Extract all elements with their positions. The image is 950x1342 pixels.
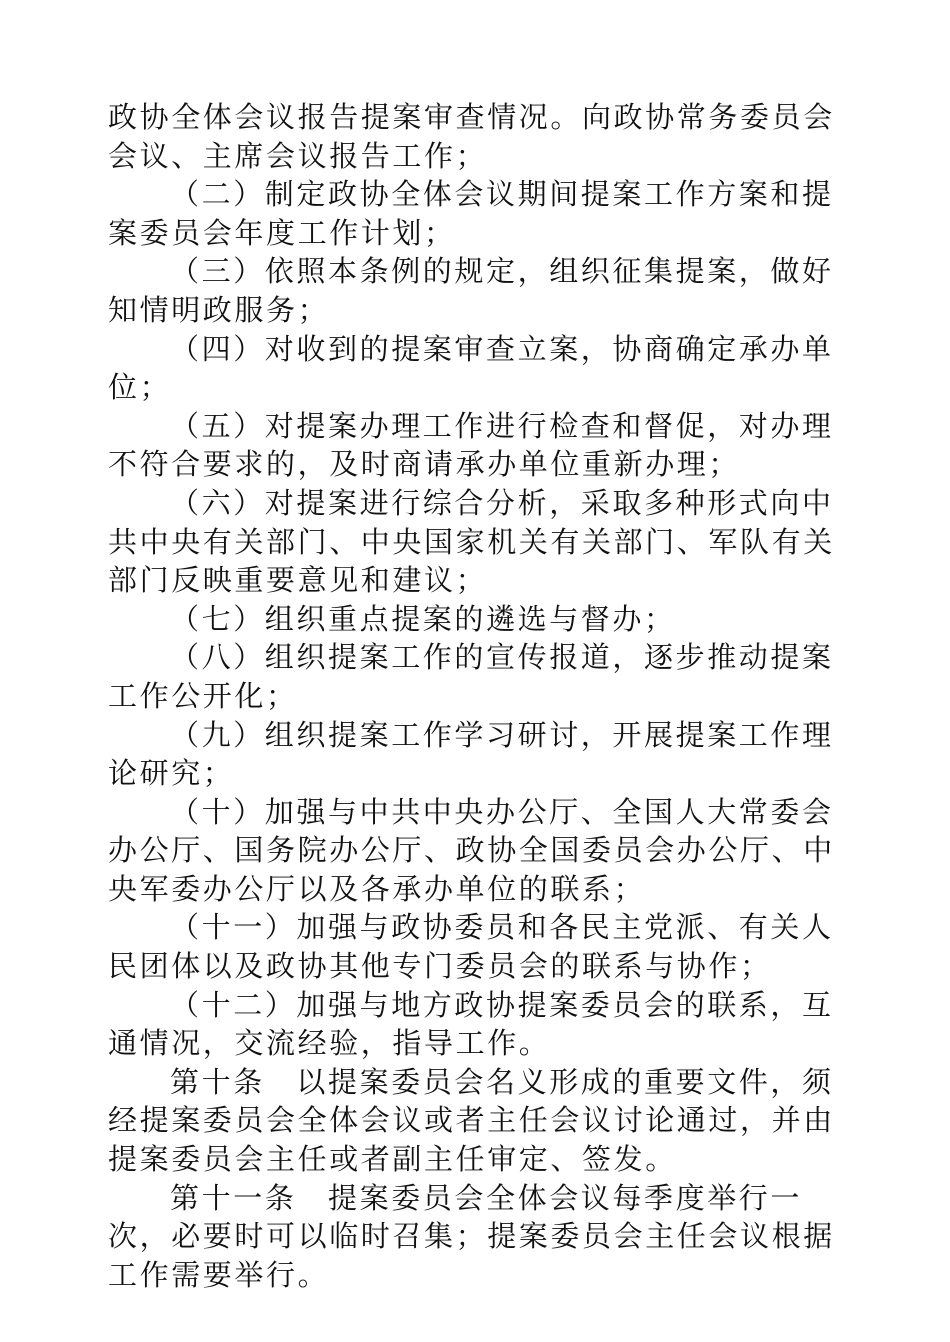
paragraph-item-2: （二）制定政协全体会议期间提案工作方案和提案委员会年度工作计划；	[108, 177, 834, 250]
article-11: 第十一条 提案委员会全体会议每季度举行一次，必要时可以临时召集；提案委员会主任会议根据工作需要举行。	[108, 1180, 835, 1292]
paragraph-item-12: （十二）加强与地方政协提案委员会的联系，互通情况，交流经验，指导工作。	[108, 987, 834, 1061]
article-10: 第十条 以提案委员会名义形成的重要文件，须经提案委员会全体会议或者主任会议讨论通过，并由提案委员会主任或者副主任审定、签发。	[108, 1064, 835, 1177]
paragraph-item-9: （九）组织提案工作学习研讨，开展提案工作理论研究；	[108, 717, 834, 791]
paragraph-item-10: （十）加强与中共中央办公厅、全国人大常委会办公厅、国务院办公厅、政协全国委员会办公厅、中央军委办公厅以及各承办单位的联系；	[108, 794, 835, 906]
paragraph-continuation: 政协全体会议报告提案审查情况。向政协常务委员会会议、主席会议报告工作；	[108, 100, 835, 173]
paragraph-item-3: （三）依照本条例的规定，组织征集提案，做好知情明政服务；	[108, 254, 834, 327]
paragraph-item-7: （七）组织重点提案的遴选与督办；	[170, 601, 676, 636]
paragraph-item-8: （八）组织提案工作的宣传报道，逐步推动提案工作公开化；	[108, 640, 834, 713]
paragraph-item-4: （四）对收到的提案审查立案，协商确定承办单位；	[108, 331, 834, 405]
paragraph-item-5: （五）对提案办理工作进行检查和督促，对办理不符合要求的，及时商请承办单位重新办理；	[108, 408, 834, 482]
document-body	[108, 98, 843, 1294]
paragraph-item-11: （十一）加强与政协委员和各民主党派、有关人民团体以及政协其他专门委员会的联系与协作；	[108, 910, 834, 984]
paragraph-item-6: （六）对提案进行综合分析，采取多种形式向中共中央有关部门、中央国家机关有关部门、军队有关部门反映重要意见和建议；	[108, 485, 835, 598]
